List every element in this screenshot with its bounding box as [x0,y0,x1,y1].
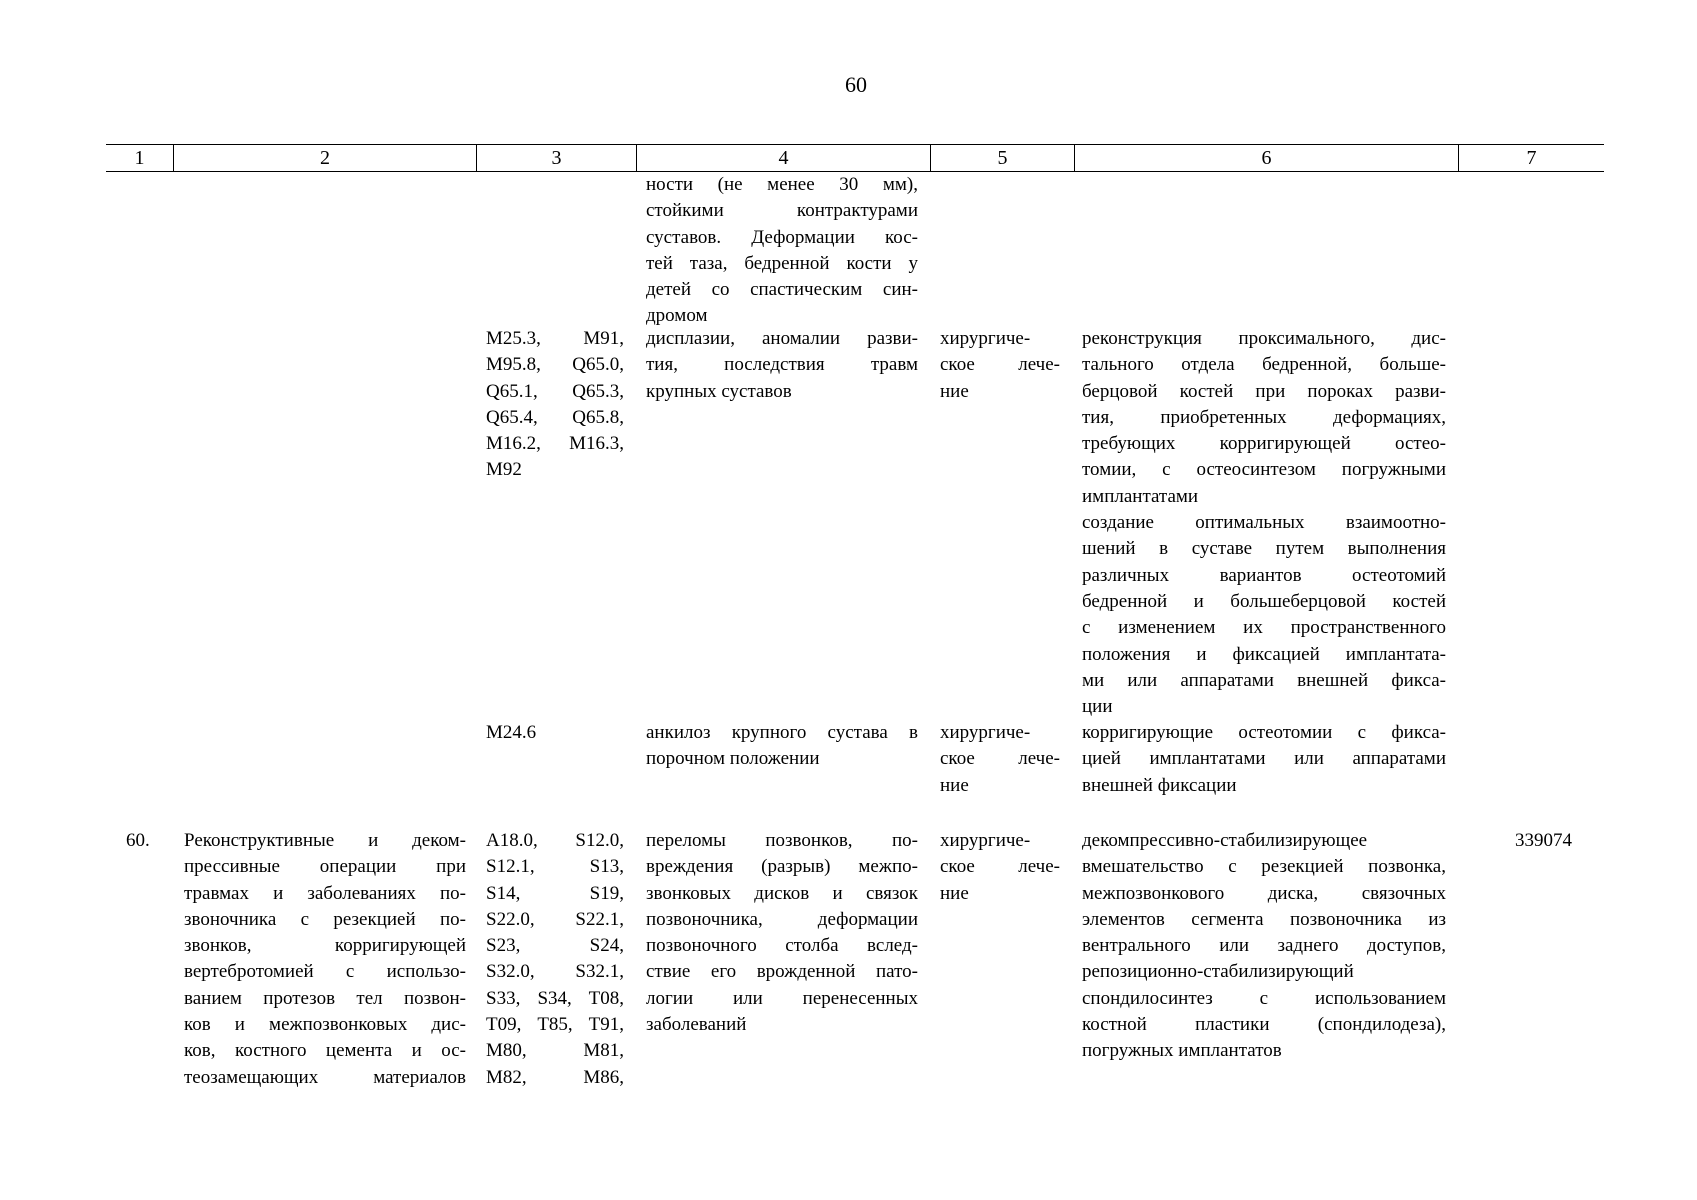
header-col-1: 1 [134,147,145,169]
text-line: хирургиче- [940,722,1031,743]
text-line: ствие его врожденной пато- [646,961,918,983]
text-line: звонковых дисков и связок [646,882,918,904]
text-line: шений в суставе путем выполнения [1082,538,1446,560]
text-line: заболеваний [646,1014,747,1036]
row-0-diagnosis [646,172,918,330]
text-line: дромом [646,305,708,327]
text-line: звонков, корригирующей [184,935,466,957]
row-3-diagnosis [646,828,918,1038]
text-line: A18.0, S12.0, [486,830,624,851]
text-line: хирургиче- [940,328,1031,349]
text-line: ние [940,882,969,904]
text-line: S33, S34, T08, [486,987,624,1009]
text-line: порочном положении [646,748,820,770]
text-line: M82, M86, [486,1066,624,1088]
text-line: ции [1082,696,1113,718]
text-line: цией имплантатами или аппаратами [1082,748,1446,770]
text-line: звоночника с резекцией по- [184,908,466,930]
text-line: переломы позвонков, по- [646,830,918,851]
text-line: ние [940,774,969,796]
text-line: S12.1, S13, [486,856,624,878]
text-line: ми или аппаратами внешней фикса- [1082,669,1446,691]
text-line: ванием протезов тел позвон- [184,987,466,1009]
text-line: элементов сегмента позвоночника из [1082,908,1446,930]
text-line: погружных имплантатов [1082,1040,1282,1062]
header-col-6: 6 [1074,145,1458,171]
text-line: ков, костного цемента и ос- [184,1040,466,1062]
text-line: томии, с остеосинтезом погружными [1082,459,1446,481]
page-number: 60 [845,72,867,97]
text-line: 339074 [1515,830,1572,851]
row-3-method [1082,828,1446,1065]
row-2-codes [486,720,624,746]
text-line: суставов. Деформации кос- [646,226,918,248]
text-line: позвоночного столба вслед- [646,935,918,957]
text-line: межпозвонкового диска, связочных [1082,882,1446,904]
text-line: бедренной и большеберцовой костей [1082,590,1446,612]
text-line: ское лече- [940,354,1060,376]
row-2-method [1082,720,1446,799]
text-line: имплантатами [1082,485,1199,507]
text-line: Q65.4, Q65.8, [486,406,624,428]
text-line: вертебротомией с использо- [184,961,466,983]
text-line: вентрального или заднего доступов, [1082,935,1446,957]
text-line: логии или перенесенных [646,987,918,1009]
text-line: хирургиче- [940,830,1031,851]
header-col-3: 3 [476,145,636,171]
row-1-codes [486,326,624,484]
text-line: различных вариантов остеотомий [1082,564,1446,586]
text-line: M95.8, Q65.0, [486,354,624,376]
text-line: декомпрессивно-стабилизирующее [1082,830,1368,851]
row-2-diagnosis [646,720,918,773]
text-line: костной пластики (спондилодеза), [1082,1014,1446,1036]
text-line: ское лече- [940,856,1060,878]
text-line: репозиционно-стабилизирующий [1082,961,1354,983]
row-3-cost [1492,828,1572,854]
text-line: вмешательство с резекцией позвонка, [1082,856,1446,878]
text-line: Q65.1, Q65.3, [486,380,624,402]
text-line: детей со спастическим син- [646,279,918,301]
row-2-treatment [940,720,1060,799]
text-line: дисплазии, аномалии разви- [646,328,918,349]
text-line: тия, последствия травм [646,354,918,376]
text-line: реконструкция проксимального, дис- [1082,328,1446,349]
text-line: M16.2, M16.3, [486,433,624,455]
text-line: прессивные операции при [184,856,466,878]
text-line: ние [940,380,969,402]
header-col-7: 7 [1458,145,1604,171]
text-line: T09, T85, T91, [486,1014,624,1036]
text-line: спондилосинтез с использованием [1082,987,1446,1009]
row-1-treatment [940,326,1060,405]
text-line: положения и фиксацией имплантата- [1082,643,1446,665]
text-line: требующих корригирующей остео- [1082,433,1446,455]
text-line: анкилоз крупного сустава в [646,722,918,743]
row-3-number [126,828,166,854]
text-line: 60. [126,830,150,851]
text-line: ское лече- [940,748,1060,770]
row-3-codes [486,828,624,1091]
text-line: M24.6 [486,722,537,743]
table-header-row [106,144,1604,172]
text-line: стойкими контрактурами [646,200,918,222]
text-line: с изменением их пространственного [1082,617,1446,639]
text-line: S22.0, S22.1, [486,908,624,930]
header-col-2: 2 [173,145,476,171]
text-line: Реконструктивные и деком- [184,830,466,851]
text-line: теозамещающих материалов [184,1066,466,1088]
text-line: вреждения (разрыв) межпо- [646,856,918,878]
text-line: S14, S19, [486,882,624,904]
row-1-diagnosis [646,326,918,405]
text-line: позвоночника, деформации [646,908,918,930]
text-line: ности (не менее 30 мм), [646,174,918,195]
text-line: тия, приобретенных деформациях, [1082,406,1446,428]
text-line: M80, M81, [486,1040,624,1062]
text-line: внешней фиксации [1082,774,1237,796]
text-line: создание оптимальных взаимоотно- [1082,512,1446,534]
text-line: S23, S24, [486,935,624,957]
text-line: тального отдела бедренной, больше- [1082,354,1446,376]
text-line: корригирующие остеотомии с фикса- [1082,722,1446,743]
row-3-treatment [940,828,1060,907]
text-line: ков и межпозвонковых дис- [184,1014,466,1036]
text-line: S32.0, S32.1, [486,961,624,983]
row-3-care-type [184,828,466,1091]
header-col-5: 5 [930,145,1074,171]
text-line: берцовой костей при пороках разви- [1082,380,1446,402]
header-col-4: 4 [636,145,930,171]
text-line: травмах и заболеваниях по- [184,882,466,904]
text-line: крупных суставов [646,380,792,402]
text-line: тей таза, бедренной кости у [646,252,918,274]
text-line: M92 [486,459,522,481]
text-line: M25.3, M91, [486,328,624,349]
row-1-method [1082,326,1446,720]
